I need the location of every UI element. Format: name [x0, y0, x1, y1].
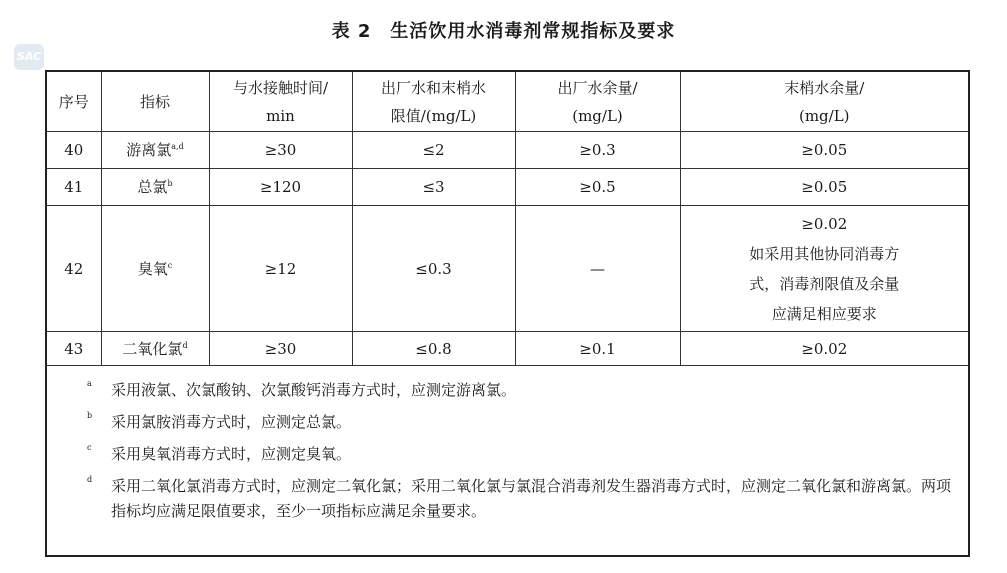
- table-row: [46, 132, 969, 169]
- footnote-mark: b: [87, 411, 93, 420]
- cell-limit: ≤3: [352, 169, 515, 206]
- cell-factory-residual: ≥0.3: [515, 132, 680, 169]
- cell-contact-time: ≥30: [209, 132, 352, 169]
- cell-limit: ≤0.8: [352, 332, 515, 366]
- footnote-text: 采用二氧化氯消毒方式时，应测定二氧化氯；采用二氧化氯与氯混合消毒剂发生器消毒方式时，应测定二氧化氯和游离氯。两项指标均应满足限值要求，至少一项指标应满足余量要求。: [111, 477, 952, 520]
- table-title: 表 2 生活饮用水消毒剂常规指标及要求: [331, 21, 676, 42]
- cell-tap-residual: ≥0.02 如采用其他协同消毒方 式，消毒剂限值及余量 应满足相应要求: [680, 206, 969, 332]
- cell-seq: 41: [46, 169, 101, 206]
- header-contact-time: 与水接触时间/ min: [209, 71, 352, 132]
- header-tap-residual: 末梢水余量/ (mg/L): [680, 71, 969, 132]
- cell-seq: 42: [46, 206, 101, 332]
- cell-indicator: 二氧化氯$^d$: [101, 332, 209, 366]
- cell-factory-residual: ≥0.5: [515, 169, 680, 206]
- table-row: [46, 206, 969, 332]
- cell-tap-residual: ≥0.05: [680, 132, 969, 169]
- cell-contact-time: ≥30: [209, 332, 352, 366]
- cell-tap-residual: ≥0.05: [680, 169, 969, 206]
- footnote: [87, 378, 954, 403]
- cell-factory-residual: —: [515, 206, 680, 332]
- table-row: [46, 169, 969, 206]
- disinfectant-table: [45, 70, 970, 557]
- footnotes: [46, 366, 969, 557]
- sac-logo: SAC: [14, 44, 44, 70]
- notes-row: [46, 366, 969, 557]
- footnote-text: 采用液氯、次氯酸钠、次氯酸钙消毒方式时，应测定游离氯。: [111, 381, 517, 399]
- cell-tap-residual: ≥0.02: [680, 332, 969, 366]
- footnote: [87, 410, 954, 435]
- cell-contact-time: ≥12: [209, 206, 352, 332]
- footnote-mark: a: [87, 379, 92, 388]
- cell-seq: 43: [46, 332, 101, 366]
- header-indicator: 指标: [101, 71, 209, 132]
- footnote: [87, 442, 954, 467]
- footnote-mark: d: [87, 475, 93, 484]
- footnote-text: 采用氯胺消毒方式时，应测定总氯。: [111, 413, 352, 431]
- cell-limit: ≤2: [352, 132, 515, 169]
- cell-indicator: 总氯$^b$: [101, 169, 209, 206]
- header-row: [46, 71, 969, 132]
- header-factory-residual: 出厂水余量/ (mg/L): [515, 71, 680, 132]
- cell-indicator: 游离氯$^{a,d}$: [101, 132, 209, 169]
- header-seq: 序号: [46, 71, 101, 132]
- table-row: [46, 332, 969, 366]
- footnote-mark: c: [87, 443, 92, 452]
- cell-factory-residual: ≥0.1: [515, 332, 680, 366]
- cell-indicator: 臭氧$^c$: [101, 206, 209, 332]
- footnote: [87, 474, 954, 524]
- cell-limit: ≤0.3: [352, 206, 515, 332]
- cell-contact-time: ≥120: [209, 169, 352, 206]
- cell-seq: 40: [46, 132, 101, 169]
- footnote-text: 采用臭氧消毒方式时，应测定臭氧。: [111, 445, 352, 463]
- header-factory-limit: 出厂水和末梢水 限值/(mg/L): [352, 71, 515, 132]
